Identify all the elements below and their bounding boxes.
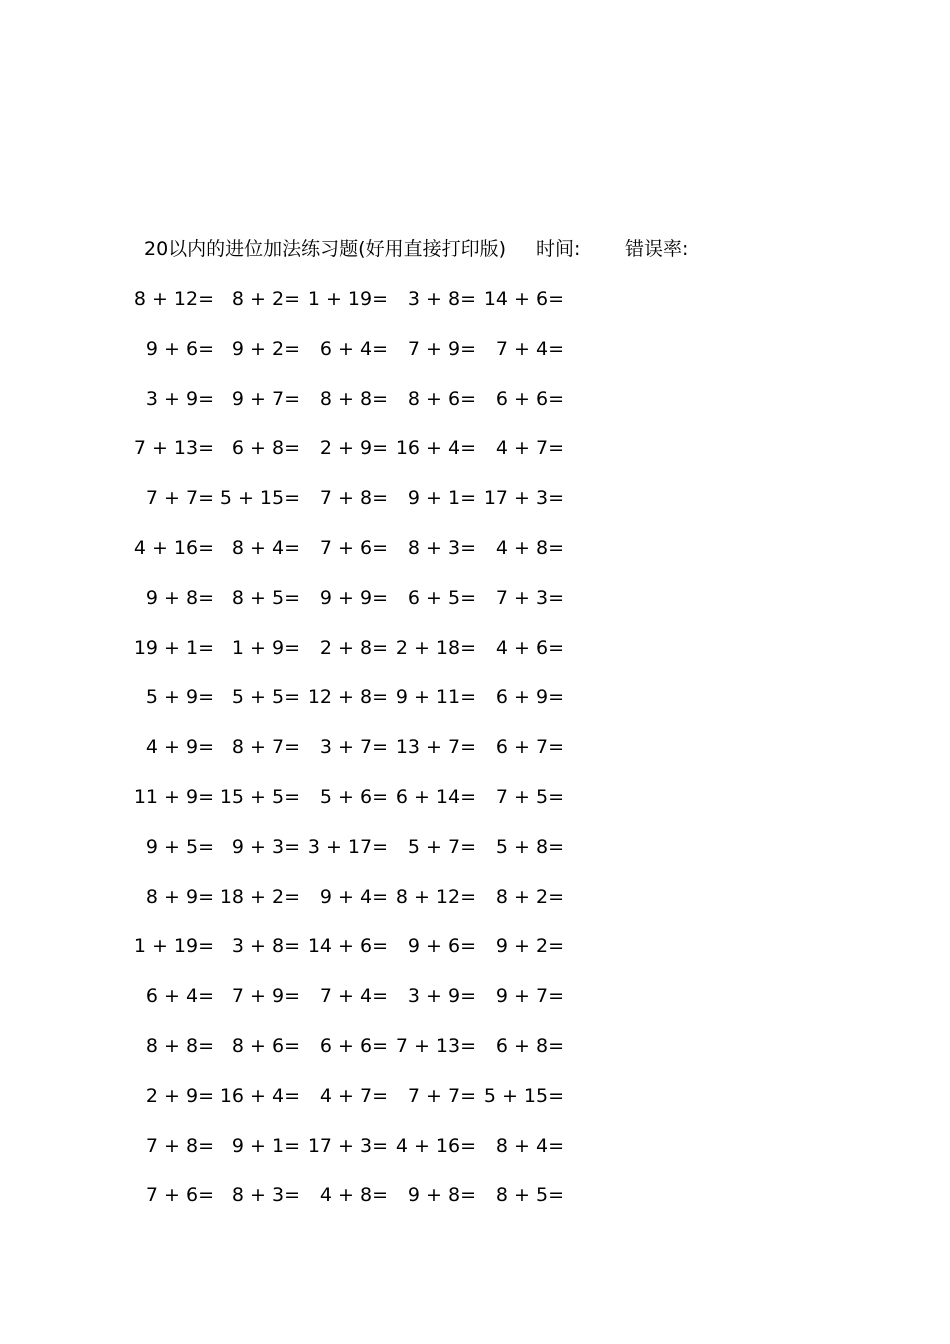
problem-item: 18 + 2=: [219, 885, 300, 908]
problem-item: 17 + 3=: [307, 1134, 388, 1157]
problem-item: 1 + 9=: [231, 636, 300, 659]
problem-item: 3 + 7=: [319, 736, 388, 759]
problem-row: [0, 1180, 950, 1230]
problem-item: 9 + 2=: [231, 337, 300, 360]
problem-item: 3 + 9=: [145, 387, 214, 410]
problem-item: 9 + 7=: [231, 387, 300, 410]
problem-item: 8 + 12=: [133, 288, 214, 310]
problem-item: 7 + 8=: [145, 1134, 214, 1157]
problem-row: [0, 633, 950, 683]
problem-item: 8 + 4=: [495, 1134, 564, 1157]
problem-item: 4 + 7=: [319, 1084, 388, 1107]
problem-item: 3 + 8=: [231, 935, 300, 958]
problem-item: 7 + 6=: [145, 1184, 214, 1207]
problem-item: 5 + 6=: [319, 785, 388, 808]
problem-grid: [0, 284, 950, 1230]
problem-item: 5 + 5=: [231, 686, 300, 709]
problem-item: 2 + 9=: [319, 437, 388, 460]
problem-item: 2 + 9=: [145, 1084, 214, 1107]
problem-item: 1 + 19=: [133, 935, 214, 958]
problem-item: 7 + 4=: [495, 337, 564, 360]
problem-item: 9 + 8=: [407, 1184, 476, 1207]
problem-row: [0, 433, 950, 483]
problem-item: 6 + 6=: [319, 1034, 388, 1057]
problem-item: 4 + 8=: [319, 1184, 388, 1207]
problem-item: 6 + 8=: [495, 1034, 564, 1057]
worksheet-title: 20以内的进位加法练习题(好用直接打印版): [144, 238, 507, 260]
problem-item: 6 + 7=: [495, 736, 564, 759]
problem-item: 6 + 4=: [145, 985, 214, 1008]
problem-item: 5 + 15=: [219, 487, 300, 510]
problem-item: 9 + 6=: [145, 337, 214, 360]
problem-item: 9 + 11=: [395, 686, 476, 709]
problem-item: 9 + 4=: [319, 885, 388, 908]
problem-item: 11 + 9=: [133, 785, 214, 808]
problem-row: [0, 533, 950, 583]
problem-item: 6 + 14=: [395, 785, 476, 808]
problem-item: 15 + 5=: [219, 785, 300, 808]
problem-row: [0, 384, 950, 434]
problem-row: [0, 882, 950, 932]
problem-item: 7 + 13=: [395, 1034, 476, 1057]
problem-item: 8 + 8=: [145, 1034, 214, 1057]
error-rate-label: 错误率:: [625, 238, 689, 260]
problem-item: 5 + 8=: [495, 835, 564, 858]
problem-item: 5 + 9=: [145, 686, 214, 709]
problem-item: 2 + 8=: [319, 636, 388, 659]
problem-item: 1 + 19=: [307, 288, 388, 310]
problem-item: 16 + 4=: [395, 437, 476, 460]
problem-row: [0, 334, 950, 384]
problem-item: 8 + 3=: [407, 536, 476, 559]
problem-item: 8 + 2=: [231, 288, 300, 310]
problem-item: 9 + 3=: [231, 835, 300, 858]
problem-item: 3 + 9=: [407, 985, 476, 1008]
problem-item: 8 + 9=: [145, 885, 214, 908]
problem-item: 8 + 5=: [231, 586, 300, 609]
problem-item: 14 + 6=: [483, 288, 564, 310]
problem-item: 4 + 6=: [495, 636, 564, 659]
problem-item: 8 + 12=: [395, 885, 476, 908]
problem-item: 3 + 17=: [307, 835, 388, 858]
problem-item: 7 + 9=: [231, 985, 300, 1008]
problem-item: 9 + 9=: [319, 586, 388, 609]
problem-item: 6 + 9=: [495, 686, 564, 709]
problem-row: [0, 732, 950, 782]
problem-row: [0, 284, 950, 334]
problem-item: 7 + 5=: [495, 785, 564, 808]
problem-item: 8 + 4=: [231, 536, 300, 559]
problem-item: 5 + 15=: [483, 1084, 564, 1107]
problem-item: 8 + 2=: [495, 885, 564, 908]
problem-item: 17 + 3=: [483, 487, 564, 510]
problem-item: 13 + 7=: [395, 736, 476, 759]
problem-row: [0, 832, 950, 882]
time-label: 时间:: [536, 238, 581, 260]
problem-item: 8 + 7=: [231, 736, 300, 759]
problem-item: 4 + 16=: [133, 536, 214, 559]
problem-item: 7 + 8=: [319, 487, 388, 510]
problem-item: 8 + 6=: [231, 1034, 300, 1057]
problem-item: 9 + 6=: [407, 935, 476, 958]
problem-item: 8 + 8=: [319, 387, 388, 410]
problem-item: 9 + 2=: [495, 935, 564, 958]
problem-item: 8 + 5=: [495, 1184, 564, 1207]
problem-row: [0, 583, 950, 633]
problem-item: 6 + 5=: [407, 586, 476, 609]
problem-item: 8 + 3=: [231, 1184, 300, 1207]
problem-item: 8 + 6=: [407, 387, 476, 410]
problem-item: 9 + 8=: [145, 586, 214, 609]
problem-item: 9 + 5=: [145, 835, 214, 858]
problem-row: [0, 931, 950, 981]
problem-item: 9 + 1=: [231, 1134, 300, 1157]
problem-item: 16 + 4=: [219, 1084, 300, 1107]
problem-row: [0, 1081, 950, 1131]
problem-item: 4 + 7=: [495, 437, 564, 460]
problem-row: [0, 1031, 950, 1081]
problem-item: 14 + 6=: [307, 935, 388, 958]
problem-row: [0, 1131, 950, 1181]
problem-item: 7 + 9=: [407, 337, 476, 360]
problem-item: 6 + 6=: [495, 387, 564, 410]
problem-item: 7 + 13=: [133, 437, 214, 460]
problem-row: [0, 782, 950, 832]
problem-item: 3 + 8=: [407, 288, 476, 310]
problem-item: 7 + 4=: [319, 985, 388, 1008]
problem-item: 7 + 7=: [407, 1084, 476, 1107]
problem-item: 6 + 4=: [319, 337, 388, 360]
problem-item: 2 + 18=: [395, 636, 476, 659]
problem-item: 4 + 16=: [395, 1134, 476, 1157]
problem-item: 7 + 7=: [145, 487, 214, 510]
problem-item: 4 + 9=: [145, 736, 214, 759]
problem-row: [0, 483, 950, 533]
problem-item: 5 + 7=: [407, 835, 476, 858]
problem-row: [0, 682, 950, 732]
problem-item: 7 + 6=: [319, 536, 388, 559]
problem-item: 4 + 8=: [495, 536, 564, 559]
problem-item: 19 + 1=: [133, 636, 214, 659]
problem-item: 9 + 1=: [407, 487, 476, 510]
problem-item: 6 + 8=: [231, 437, 300, 460]
problem-item: 9 + 7=: [495, 985, 564, 1008]
problem-row: [0, 981, 950, 1031]
problem-item: 12 + 8=: [307, 686, 388, 709]
problem-item: 7 + 3=: [495, 586, 564, 609]
